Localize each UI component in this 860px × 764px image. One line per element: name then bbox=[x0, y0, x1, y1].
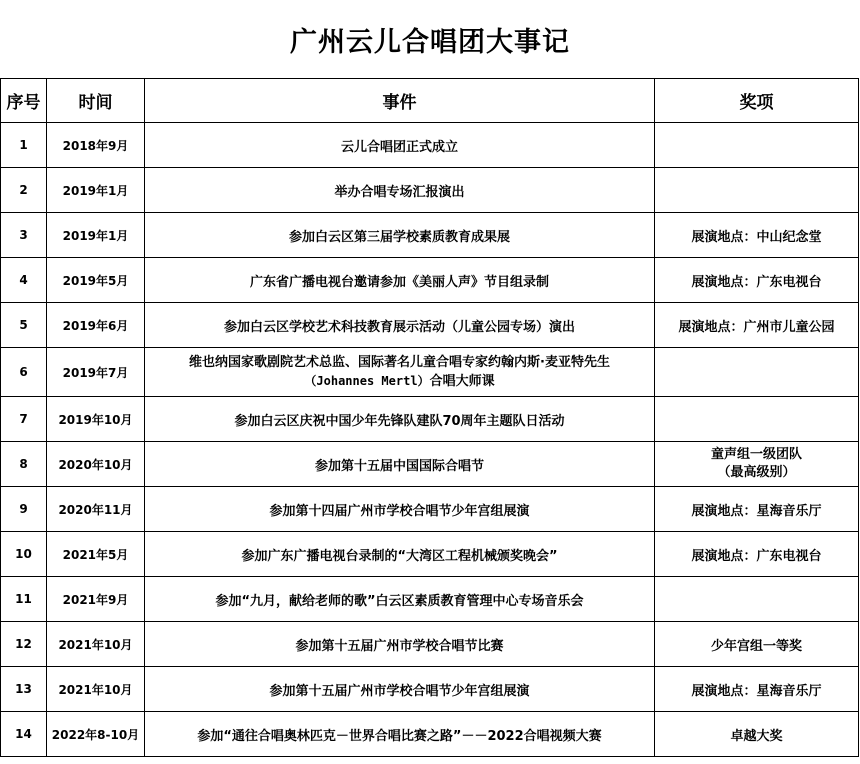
row-index: 7 bbox=[1, 397, 47, 442]
row-event: 参加第十五届中国国际合唱节 bbox=[145, 442, 655, 487]
row-event: 参加白云区庆祝中国少年先锋队建队70周年主题队日活动 bbox=[145, 397, 655, 442]
table-row bbox=[1, 397, 859, 442]
table-row bbox=[1, 258, 859, 303]
row-event: 参加广东广播电视台录制的“大湾区工程机械颁奖晚会” bbox=[145, 532, 655, 577]
row-date: 2019年6月 bbox=[47, 303, 145, 348]
row-date: 2019年10月 bbox=[47, 397, 145, 442]
header-date: 时间 bbox=[47, 79, 145, 123]
row-index: 11 bbox=[1, 577, 47, 622]
row-event-rest: 合唱大师课 bbox=[429, 373, 495, 389]
header-award: 奖项 bbox=[655, 79, 859, 123]
row-award bbox=[655, 123, 859, 168]
row-event-name: （Johannes Mertl） bbox=[304, 373, 430, 388]
row-index: 13 bbox=[1, 667, 47, 712]
row-date: 2019年7月 bbox=[47, 348, 145, 397]
row-award: 展演地点：广州市儿童公园 bbox=[655, 303, 859, 348]
row-award bbox=[655, 442, 859, 487]
row-event: 云儿合唱团正式成立 bbox=[145, 123, 655, 168]
row-event: 举办合唱专场汇报演出 bbox=[145, 168, 655, 213]
header-index: 序号 bbox=[1, 79, 47, 123]
row-award: 展演地点：星海音乐厅 bbox=[655, 667, 859, 712]
row-index: 2 bbox=[1, 168, 47, 213]
row-event: 参加第十五届广州市学校合唱节比赛 bbox=[145, 622, 655, 667]
row-award bbox=[655, 168, 859, 213]
table-row bbox=[1, 168, 859, 213]
row-date: 2021年5月 bbox=[47, 532, 145, 577]
row-award: 展演地点：星海音乐厅 bbox=[655, 487, 859, 532]
row-index: 6 bbox=[1, 348, 47, 397]
row-index: 9 bbox=[1, 487, 47, 532]
row-date: 2018年9月 bbox=[47, 123, 145, 168]
row-award-line-2: （最高级别） bbox=[717, 465, 796, 480]
table-row bbox=[1, 712, 859, 757]
row-event: 参加“通往合唱奥林匹克－世界合唱比赛之路”－－2022合唱视频大赛 bbox=[145, 712, 655, 757]
row-date: 2020年11月 bbox=[47, 487, 145, 532]
row-index: 3 bbox=[1, 213, 47, 258]
table-row bbox=[1, 532, 859, 577]
row-event: 广东省广播电视台邀请参加《美丽人声》节目组录制 bbox=[145, 258, 655, 303]
row-date: 2019年1月 bbox=[47, 168, 145, 213]
row-award-line-1: 童声组一级团队 bbox=[710, 447, 802, 462]
row-event: 参加白云区第三届学校素质教育成果展 bbox=[145, 213, 655, 258]
row-award: 展演地点：中山纪念堂 bbox=[655, 213, 859, 258]
row-index: 1 bbox=[1, 123, 47, 168]
table-row bbox=[1, 123, 859, 168]
row-event: 参加白云区学校艺术科技教育展示活动（儿童公园专场）演出 bbox=[145, 303, 655, 348]
table-row bbox=[1, 487, 859, 532]
row-date: 2022年8-10月 bbox=[47, 712, 145, 757]
page-title: 广州云儿合唱团大事记 bbox=[290, 26, 570, 58]
row-event-line-1: 维也纳国家歌剧院艺术总监、国际著名儿童合唱专家约翰内斯·麦亚特先生 bbox=[189, 354, 610, 370]
table-row bbox=[1, 442, 859, 487]
row-event: 参加“九月，献给老师的歌”白云区素质教育管理中心专场音乐会 bbox=[145, 577, 655, 622]
events-table bbox=[0, 78, 859, 757]
table-row bbox=[1, 303, 859, 348]
row-award: 少年宫组一等奖 bbox=[655, 622, 859, 667]
row-index: 12 bbox=[1, 622, 47, 667]
row-index: 10 bbox=[1, 532, 47, 577]
row-award: 卓越大奖 bbox=[655, 712, 859, 757]
row-date: 2020年10月 bbox=[47, 442, 145, 487]
row-index: 8 bbox=[1, 442, 47, 487]
row-date: 2021年10月 bbox=[47, 667, 145, 712]
table-row bbox=[1, 577, 859, 622]
row-index: 4 bbox=[1, 258, 47, 303]
row-date: 2019年5月 bbox=[47, 258, 145, 303]
row-date: 2019年1月 bbox=[47, 213, 145, 258]
row-award: 展演地点：广东电视台 bbox=[655, 532, 859, 577]
row-award bbox=[655, 348, 859, 397]
row-date: 2021年9月 bbox=[47, 577, 145, 622]
row-index: 14 bbox=[1, 712, 47, 757]
table-row bbox=[1, 667, 859, 712]
row-award: 展演地点：广东电视台 bbox=[655, 258, 859, 303]
table-row bbox=[1, 213, 859, 258]
row-award bbox=[655, 397, 859, 442]
table-row bbox=[1, 622, 859, 667]
row-event bbox=[145, 348, 655, 397]
row-event-line-2 bbox=[149, 372, 650, 391]
table-header-row bbox=[1, 79, 859, 123]
table-row bbox=[1, 348, 859, 397]
row-event: 参加第十四届广州市学校合唱节少年宫组展演 bbox=[145, 487, 655, 532]
row-award bbox=[655, 577, 859, 622]
header-event: 事件 bbox=[145, 79, 655, 123]
row-index: 5 bbox=[1, 303, 47, 348]
row-date: 2021年10月 bbox=[47, 622, 145, 667]
row-event: 参加第十五届广州市学校合唱节少年宫组展演 bbox=[145, 667, 655, 712]
